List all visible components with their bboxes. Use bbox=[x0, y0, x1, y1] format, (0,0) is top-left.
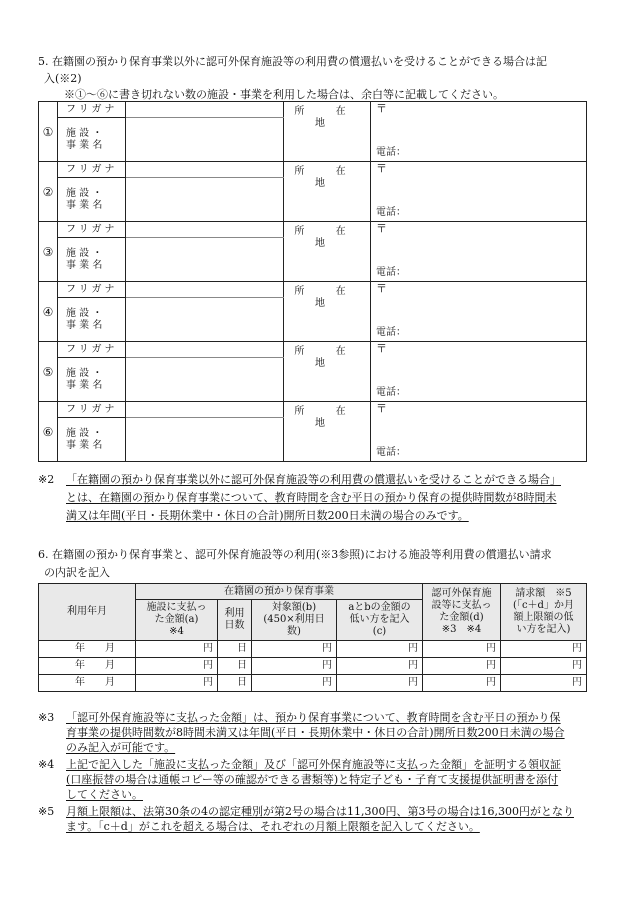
header-month: 利用年月 bbox=[39, 584, 136, 641]
days-input[interactable]: 日 bbox=[218, 641, 252, 658]
header-paid-d: 認可外保育施 設等に支払っ た金額(d) ※3 ※4 bbox=[423, 584, 501, 641]
target-b-input[interactable]: 円 bbox=[252, 675, 337, 692]
furigana-label: フリガナ bbox=[58, 102, 126, 118]
postal-mark: 〒 bbox=[376, 102, 387, 115]
facility-number: ④ bbox=[39, 282, 58, 342]
note-line: のみ記入が可能です。 bbox=[66, 741, 176, 754]
facility-number: ② bbox=[39, 162, 58, 222]
note2-line: 満又は年間(平日・長期休業中・休日の合計)開所日数200日未満の場合のみです。 bbox=[66, 509, 469, 522]
usage-month-input[interactable] bbox=[39, 641, 136, 658]
note-line: 育事業の提供時間数が8時間未満又は年間(平日・長期休業中・休日の合計)開所日数200日未満の場合 bbox=[66, 726, 565, 739]
facility-number: ① bbox=[39, 102, 58, 162]
header-lower-c: aとbの金額の 低い方を記入 (c) bbox=[337, 600, 423, 641]
note2-line: 「在籍園の預かり保育事業以外に認可外保育施設等の利用費の償還払いを受けることができる場合」 bbox=[66, 473, 561, 486]
note-line: 「認可外保育施設等に支払った金額」は、預かり保育事業について、教育時間を含む平日の預かり保 bbox=[66, 711, 561, 724]
location-label: 所 在 地 bbox=[284, 222, 371, 282]
facility-row bbox=[39, 222, 587, 238]
facility-row bbox=[39, 162, 587, 178]
lower-c-input[interactable]: 円 bbox=[337, 641, 423, 658]
note-3 bbox=[38, 710, 574, 755]
furigana-label: フリガナ bbox=[58, 162, 126, 178]
year-unit: 年 bbox=[75, 677, 85, 688]
postal-mark: 〒 bbox=[376, 282, 387, 295]
location-label: 所 在 地 bbox=[284, 162, 371, 222]
section5-title-line1: 5. 在籍園の預かり保育事業以外に認可外保育施設等の利用費の償還払いを受けることができる場合は記 bbox=[38, 55, 547, 68]
year-unit: 年 bbox=[75, 660, 85, 671]
claim-row bbox=[39, 641, 587, 658]
note-line: 上記で記入した「施設に支払った金額」及び「認可外保育施設等に支払った金額」を証明する領収証 bbox=[66, 758, 561, 771]
claim-row bbox=[39, 658, 587, 675]
claim-breakdown-table bbox=[38, 583, 587, 692]
note-5 bbox=[38, 804, 574, 834]
note2-mark: ※2 bbox=[38, 473, 55, 486]
note-mark: ※5 bbox=[38, 805, 55, 818]
paid-d-input[interactable]: 円 bbox=[423, 641, 501, 658]
address-input[interactable] bbox=[371, 402, 587, 462]
header-target-b: 対象額(b) (450×利用日 数) bbox=[252, 600, 337, 641]
note-4 bbox=[38, 757, 574, 802]
lower-c-input[interactable]: 円 bbox=[337, 675, 423, 692]
location-label: 所 在 地 bbox=[284, 282, 371, 342]
phone-label: 電話： bbox=[376, 147, 406, 158]
facility-row bbox=[39, 102, 587, 118]
facility-name-input[interactable] bbox=[126, 118, 284, 162]
phone-label: 電話： bbox=[376, 447, 406, 458]
furigana-input[interactable] bbox=[126, 162, 284, 178]
postal-mark: 〒 bbox=[376, 222, 387, 235]
facility-name-label: 施 設 ・ 事 業 名 bbox=[58, 418, 126, 462]
header-claim: 請求額 ※5 (「c＋d」か月 額上限額の低 い方を記入) bbox=[501, 584, 587, 641]
facility-table bbox=[38, 101, 587, 462]
note-line: (口座振替の場合は通帳コピー等の確認ができる書類等)と特定子ども・子育て支援提供証明書を添付 bbox=[66, 773, 559, 786]
facility-row bbox=[39, 342, 587, 358]
claim-input[interactable]: 円 bbox=[501, 641, 587, 658]
facility-name-label: 施 設 ・ 事 業 名 bbox=[58, 118, 126, 162]
address-input[interactable] bbox=[371, 222, 587, 282]
facility-name-label: 施 設 ・ 事 業 名 bbox=[58, 178, 126, 222]
paid-a-input[interactable]: 円 bbox=[136, 658, 218, 675]
location-label: 所 在 地 bbox=[284, 102, 371, 162]
furigana-input[interactable] bbox=[126, 222, 284, 238]
postal-mark: 〒 bbox=[376, 342, 387, 355]
location-label: 所 在 地 bbox=[284, 402, 371, 462]
facility-name-input[interactable] bbox=[126, 178, 284, 222]
header-group: 在籍園の預かり保育事業 bbox=[136, 584, 423, 600]
usage-month-input[interactable] bbox=[39, 658, 136, 675]
furigana-input[interactable] bbox=[126, 342, 284, 358]
usage-month-input[interactable] bbox=[39, 675, 136, 692]
furigana-label: フリガナ bbox=[58, 342, 126, 358]
phone-label: 電話： bbox=[376, 327, 406, 338]
furigana-input[interactable] bbox=[126, 102, 284, 118]
furigana-label: フリガナ bbox=[58, 282, 126, 298]
lower-c-input[interactable]: 円 bbox=[337, 658, 423, 675]
furigana-label: フリガナ bbox=[58, 402, 126, 418]
target-b-input[interactable]: 円 bbox=[252, 641, 337, 658]
days-input[interactable]: 日 bbox=[218, 658, 252, 675]
facility-name-label: 施 設 ・ 事 業 名 bbox=[58, 238, 126, 282]
section6-title-line1: 6. 在籍園の預かり保育事業と、認可外保育施設等の利用(※3参照)における施設等利用費の償還払い請求 bbox=[38, 548, 552, 561]
paid-a-input[interactable]: 円 bbox=[136, 675, 218, 692]
paid-d-input[interactable]: 円 bbox=[423, 675, 501, 692]
facility-name-label: 施 設 ・ 事 業 名 bbox=[58, 358, 126, 402]
phone-label: 電話： bbox=[376, 387, 406, 398]
year-unit: 年 bbox=[75, 643, 85, 654]
note-line: ます。「c＋d」がこれを超える場合は、それぞれの月額上限額を記入してください。 bbox=[66, 820, 480, 833]
section5-title-line2: 入(※2) bbox=[44, 72, 82, 85]
furigana-input[interactable] bbox=[126, 402, 284, 418]
furigana-label: フリガナ bbox=[58, 222, 126, 238]
facility-name-input[interactable] bbox=[126, 358, 284, 402]
address-input[interactable] bbox=[371, 282, 587, 342]
paid-d-input[interactable]: 円 bbox=[423, 658, 501, 675]
section5-subnote: ※①～⑥に書き切れない数の施設・事業を利用した場合は、余白等に記載してください。 bbox=[64, 88, 504, 101]
facility-number: ③ bbox=[39, 222, 58, 282]
header-paid-a: 施設に支払っ た金額(a) ※4 bbox=[136, 600, 218, 641]
header-days: 利用 日数 bbox=[218, 600, 252, 641]
claim-input[interactable]: 円 bbox=[501, 658, 587, 675]
section6-notes bbox=[38, 710, 574, 836]
facility-name-label: 施 設 ・ 事 業 名 bbox=[58, 298, 126, 342]
facility-row bbox=[39, 282, 587, 298]
days-input[interactable]: 日 bbox=[218, 675, 252, 692]
paid-a-input[interactable]: 円 bbox=[136, 641, 218, 658]
note-mark: ※4 bbox=[38, 758, 55, 771]
facility-number: ⑤ bbox=[39, 342, 58, 402]
address-input[interactable] bbox=[371, 102, 587, 162]
note-mark: ※3 bbox=[38, 711, 55, 724]
claim-row bbox=[39, 675, 587, 692]
phone-label: 電話： bbox=[376, 207, 406, 218]
facility-name-input[interactable] bbox=[126, 238, 284, 282]
section6-title-line2: の内訳を記入 bbox=[44, 566, 110, 579]
furigana-input[interactable] bbox=[126, 282, 284, 298]
claim-input[interactable]: 円 bbox=[501, 675, 587, 692]
address-input[interactable] bbox=[371, 162, 587, 222]
facility-number: ⑥ bbox=[39, 402, 58, 462]
facility-row bbox=[39, 402, 587, 418]
month-unit: 月 bbox=[105, 643, 115, 654]
facility-name-input[interactable] bbox=[126, 298, 284, 342]
note-line: してください。 bbox=[66, 788, 143, 801]
facility-name-input[interactable] bbox=[126, 418, 284, 462]
note-line: 月額上限額は、法第30条の4の認定種別が第2号の場合は11,300円、第3号の場合は16,300円がとなり bbox=[66, 805, 574, 818]
location-label: 所 在 地 bbox=[284, 342, 371, 402]
target-b-input[interactable]: 円 bbox=[252, 658, 337, 675]
month-unit: 月 bbox=[105, 660, 115, 671]
month-unit: 月 bbox=[105, 677, 115, 688]
address-input[interactable] bbox=[371, 342, 587, 402]
postal-mark: 〒 bbox=[376, 402, 387, 415]
note2-line: とは、在籍園の預かり保育事業について、教育時間を含む平日の預かり保育の提供時間数が8時間未 bbox=[66, 491, 557, 504]
postal-mark: 〒 bbox=[376, 162, 387, 175]
phone-label: 電話： bbox=[376, 267, 406, 278]
